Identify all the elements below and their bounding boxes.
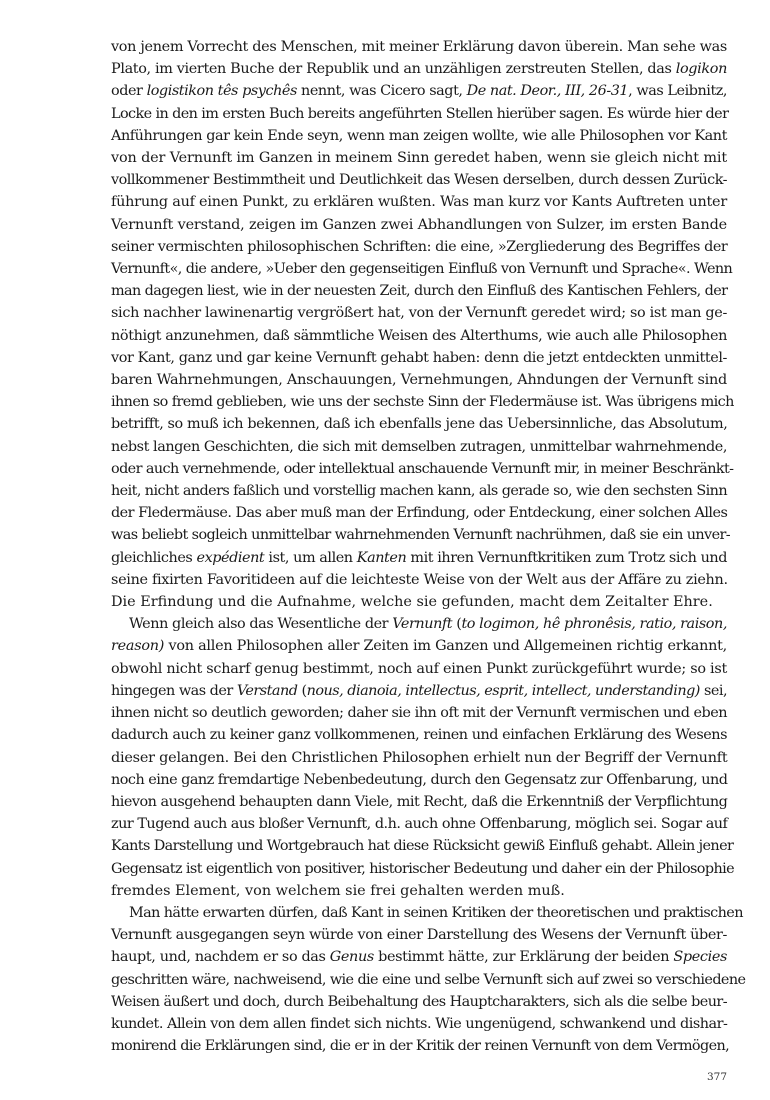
text-segment: Wenn gleich also das Wesentliche der — [129, 616, 393, 633]
paragraph — [111, 613, 735, 902]
text-segment: vollkommener Bestimmtheit und Deutlichkeit das Wesen derselben, durch dessen Zurück- — [111, 172, 727, 189]
text-segment: dieser gelangen. Bei den Christlichen Philosophen erhielt nun der Begriff der Vernunft — [111, 749, 728, 766]
text-segment: von allen Philosophen aller Zeiten im Ganzen und Allgemeinen richtig erkannt, — [164, 638, 727, 655]
text-line — [111, 902, 743, 924]
text-segment: hingegen was der — [111, 682, 237, 699]
italic-text: to logimon, hê phronêsis, ratio, raison, — [461, 616, 727, 633]
text-line — [111, 103, 727, 125]
text-segment: vor Kant, ganz und gar keine Vernunft gehabt haben: denn die jetzt entdeckten unmittel- — [111, 349, 727, 366]
text-segment: Anführungen gar kein Ende seyn, wenn man zeigen wollte, wie alle Philosophen vor Kant — [111, 127, 727, 144]
text-segment: seiner vermischten philosophischen Schriften: die eine, »Zergliederung des Begriffes der — [111, 238, 728, 255]
text-segment: Gegensatz ist eigentlich von positiver, historischer Bedeutung und daher ein der Philosophie — [111, 860, 735, 877]
italic-text: reason) — [111, 638, 165, 655]
text-segment: dadurch auch zu keiner ganz vollkommenen, reinen und einfachen Erklärung des Wesens — [111, 727, 728, 744]
text-line — [111, 214, 727, 236]
text-segment: der Fledermäuse. Das aber muß man der Erfindung, oder Entdeckung, einer solchen Alles — [111, 505, 728, 522]
text-line — [111, 458, 734, 480]
page-number: 377 — [706, 1071, 727, 1083]
text-line — [111, 413, 727, 435]
text-segment: Weisen äußert und doch, durch Beibehaltung des Hauptcharakters, sich als die selbe beur- — [111, 993, 727, 1010]
text-segment: noch eine ganz fremdartige Nebenbedeutung, durch den Gegensatz zur Offenbarung, und — [111, 771, 728, 788]
text-segment: sich nachher lawinenartig vergrößert hat, von der Vernunft geredet wird; so ist man ge- — [111, 305, 728, 322]
italic-text: Vernunft — [392, 616, 453, 633]
text-segment: fremdes Element, von welchem sie frei gehalten werden muß. — [111, 882, 565, 899]
text-line — [111, 591, 727, 613]
text-segment: nöthigt anzunehmen, daß sämmtliche Weisen des Alterthums, wie auch alle Philosophen — [111, 327, 728, 344]
text-segment: geschritten wäre, nachweisend, wie die eine und selbe Vernunft sich auf zwei so verschiedene — [111, 971, 746, 988]
text-line — [111, 569, 727, 591]
text-line — [111, 791, 727, 813]
text-segment: obwohl nicht scharf genug bestimmt, noch auf einen Punkt zurückgeführt wurde; so ist — [111, 660, 728, 677]
text-segment: haupt, und, nachdem er so das — [111, 949, 330, 966]
document-page — [111, 36, 746, 1057]
text-segment: seine fixirten Favoritideen auf die leichteste Weise von der Welt aus der Affäre zu ziehn. — [111, 571, 728, 588]
text-line — [111, 858, 735, 880]
text-segment: gleichliches — [111, 549, 197, 566]
text-segment: Man hätte erwarten dürfen, daß Kant in seinen Kritiken der theoretischen und praktischen — [129, 904, 743, 921]
text-line — [111, 702, 727, 724]
italic-text: Species — [673, 949, 727, 966]
text-segment: nebst langen Geschichten, die sich mit demselben zutragen, unmittelbar wahrnehmende, — [111, 438, 727, 455]
text-line — [111, 258, 733, 280]
text-segment: ( — [297, 682, 307, 699]
text-segment: ist, um allen — [264, 549, 357, 566]
text-line — [111, 391, 734, 413]
text-segment: oder auch vernehmende, oder intellektual anschauende Vernunft mir, in meiner Beschränkt- — [111, 460, 734, 477]
text-line — [111, 80, 727, 102]
text-line — [111, 724, 727, 746]
text-line — [111, 480, 727, 502]
text-line — [111, 991, 727, 1013]
text-line — [111, 236, 727, 258]
text-segment: kundet. Allein von dem allen findet sich nichts. Wie ungenügend, schwankend und dishar- — [111, 1015, 728, 1032]
text-line — [111, 613, 727, 635]
text-line — [111, 835, 734, 857]
text-line — [111, 125, 727, 147]
text-segment: betrifft, so muß ich bekennen, daß ich ebenfalls jene das Uebersinnliche, das Absolutum, — [111, 416, 728, 433]
text-segment: hievon ausgehend behaupten dann Viele, mit Recht, daß die Erkenntniß der Verpflichtung — [111, 793, 728, 810]
text-segment: führung auf einen Punkt, zu erklären wußten. Was man kurz vor Kants Auftreten unter — [111, 194, 727, 211]
text-line — [111, 524, 731, 546]
text-line — [111, 769, 727, 791]
text-segment: ihnen nicht so deutlich geworden; daher sie ihn oft mit der Vernunft vermischen und eben — [111, 705, 727, 722]
text-line — [111, 436, 727, 458]
text-segment: Vernunft ausgegangen seyn würde von einer Darstellung des Wesens der Vernunft über- — [111, 927, 728, 944]
text-segment: von der Vernunft im Ganzen in meinem Sinn geredet haben, wenn sie gleich nicht mit — [111, 150, 727, 167]
text-line — [111, 169, 727, 191]
italic-text: Genus — [329, 949, 374, 966]
paragraph — [111, 36, 734, 613]
text-segment: heit, nicht anders faßlich und vorstellig machen kann, als gerade so, wie den sechsten Sinn — [111, 483, 728, 500]
text-segment: Locke in den im ersten Buch bereits angeführten Stellen hierüber sagen. Es würde hier der — [111, 105, 729, 122]
text-line — [111, 58, 727, 80]
text-line — [111, 191, 727, 213]
text-segment: oder — [111, 83, 147, 100]
text-line — [111, 147, 727, 169]
italic-text: De nat. Deor., III, 26-31 — [466, 83, 629, 100]
text-segment: von jenem Vorrecht des Menschen, mit meiner Erklärung davon überein. Man sehe was — [111, 39, 727, 55]
text-line — [111, 347, 727, 369]
text-segment: Vernunft«, die andere, »Ueber den gegenseitigen Einfluß von Vernunft und Sprache«. Wenn — [111, 261, 733, 278]
text-segment: sei, — [699, 682, 728, 699]
text-line — [111, 946, 727, 968]
text-line — [111, 369, 727, 391]
text-line — [111, 325, 727, 347]
text-segment: Plato, im vierten Buche der Republik und an unzähligen zerstreuten Stellen, das — [111, 61, 676, 78]
text-segment: man dagegen liest, wie in der neuesten Zeit, durch den Einfluß des Kantischen Fehlers, der — [111, 283, 728, 300]
italic-text: logikon — [675, 61, 727, 78]
italic-text: expédient — [196, 549, 265, 566]
text-line — [111, 1035, 730, 1057]
text-segment: zur Tugend auch aus bloßer Vernunft, d.h. auch ohne Offenbarung, möglich sei. Sogar auf — [111, 816, 728, 833]
text-segment: mit ihren Vernunftkritiken zum Trotz sich und — [406, 549, 728, 566]
italic-text: logistikon tês psychês — [146, 83, 297, 100]
text-line — [111, 680, 727, 702]
text-line — [111, 658, 727, 680]
italic-text: Kanten — [356, 549, 407, 566]
text-segment: was beliebt sogleich unmittelbar wahrnehmenden Vernunft nachrühmen, daß sie ein unver- — [111, 527, 731, 544]
text-line — [111, 813, 727, 835]
text-segment: monirend die Erklärungen sind, die er in der Kritik der reinen Vernunft von dem Vermögen, — [111, 1038, 730, 1055]
text-segment: Vernunft verstand, zeigen im Ganzen zwei Abhandlungen von Sulzer, im ersten Bande — [111, 216, 727, 233]
text-line — [111, 502, 727, 524]
text-line — [111, 747, 727, 769]
text-line — [111, 547, 727, 569]
text-line — [111, 880, 727, 902]
text-segment: bestimmt hätte, zur Erklärung der beiden — [373, 949, 674, 966]
text-segment: Kants Darstellung und Wortgebrauch hat diese Rücksicht gewiß Einfluß gehabt. Allein jener — [111, 838, 734, 855]
text-segment: ( — [452, 616, 462, 633]
text-line — [111, 280, 727, 302]
text-line — [111, 969, 746, 991]
italic-text: Verstand — [236, 682, 298, 699]
text-segment: ihnen so fremd geblieben, wie uns der sechste Sinn der Fledermäuse ist. Was übrigens mich — [111, 394, 734, 411]
text-segment: Die Erfindung und die Aufnahme, welche sie gefunden, macht dem Zeitalter Ehre. — [111, 594, 713, 611]
text-segment: , was Leibnitz, — [628, 83, 728, 100]
text-segment: baren Wahrnehmungen, Anschauungen, Vernehmungen, Ahndungen der Vernunft sind — [111, 372, 728, 389]
text-line — [111, 36, 727, 58]
text-line — [111, 635, 727, 657]
text-segment: nennt, was Cicero sagt, — [296, 83, 467, 100]
text-line — [111, 924, 727, 946]
text-line — [111, 1013, 727, 1035]
paragraph — [111, 902, 746, 1057]
text-line — [111, 302, 727, 324]
italic-text: nous, dianoia, intellectus, esprit, intellect, understanding) — [306, 682, 700, 699]
